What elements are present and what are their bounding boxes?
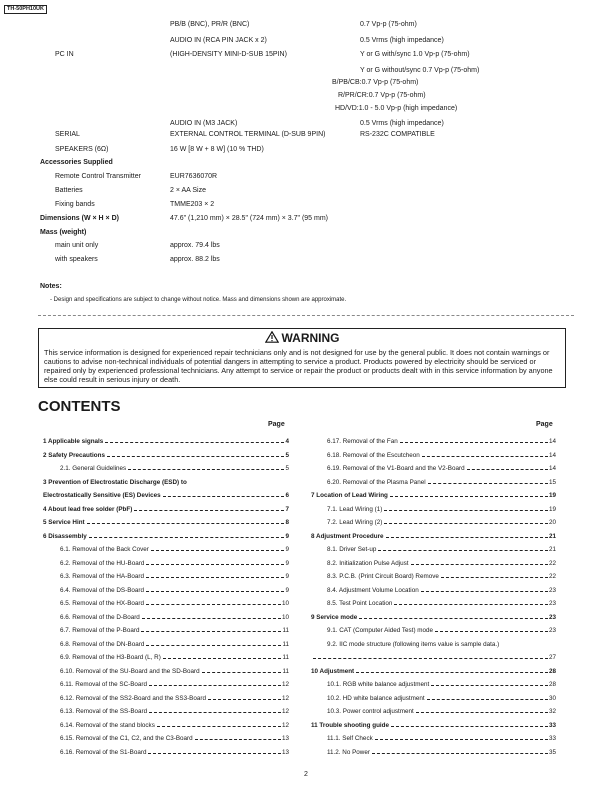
toc-leader-dots xyxy=(435,631,548,632)
spec-remote-label: Remote Control Transmitter xyxy=(55,173,141,180)
warning-title: WARNING xyxy=(281,331,340,345)
toc-leader-dots xyxy=(146,645,281,646)
toc-entry[interactable] xyxy=(60,694,289,704)
toc-entry-title: 8.2. Initialization Pulse Adjust xyxy=(327,559,409,567)
spec-serial-connector: EXTERNAL CONTROL TERMINAL (D-SUB 9PIN) xyxy=(170,131,326,138)
toc-leader-dots xyxy=(421,591,548,592)
toc-leader-dots xyxy=(384,510,548,511)
toc-entry[interactable] xyxy=(327,640,556,650)
spec-pc-in-connector: (HIGH-DENSITY MINI-D-SUB 15PIN) xyxy=(170,51,287,58)
toc-leader-dots xyxy=(375,739,548,740)
toc-entry[interactable] xyxy=(60,572,289,582)
dimensions-label: Dimensions (W × H × D) xyxy=(40,215,119,222)
toc-entry-page: 23 xyxy=(548,586,556,594)
toc-entry[interactable] xyxy=(327,518,556,528)
toc-leader-dots xyxy=(128,469,284,470)
spec-batteries-label: Batteries xyxy=(55,187,83,194)
toc-entry-title: 9.2. IIC mode structure (following items value is sample data.) xyxy=(327,640,500,648)
toc-entry[interactable] xyxy=(327,478,556,488)
toc-entry-title: 6.17. Removal of the Fan xyxy=(327,438,398,445)
spec-pc-in-value-2: Y or G without/sync 0.7 Vp-p (75-ohm) xyxy=(360,67,480,74)
contents-title: CONTENTS xyxy=(38,398,121,415)
toc-entry-title: 5 Service Hint xyxy=(43,519,85,526)
toc-entry-title: 6.1. Removal of the Back Cover xyxy=(60,546,149,553)
spec-batteries-value: 2 × AA Size xyxy=(170,187,206,194)
toc-entry-page: 21 xyxy=(548,546,556,553)
toc-entry-title: 6.16. Removal of the S1-Board xyxy=(60,748,147,756)
toc-leader-dots xyxy=(428,483,548,484)
toc-entry-page: 23 xyxy=(548,613,556,621)
toc-entry-title: 6.7. Removal of the P-Board xyxy=(60,627,140,634)
toc-leader-dots xyxy=(149,685,281,686)
section-divider xyxy=(38,315,574,316)
toc-entry-page: 28 xyxy=(548,681,556,688)
toc-entry-title: 7.1. Lead Wiring (1) xyxy=(327,505,383,513)
toc-entry-page: 11 xyxy=(282,667,289,675)
toc-entry-page: 12 xyxy=(281,681,289,688)
spec-serial-value: RS-232C COMPATIBLE xyxy=(360,131,435,138)
toc-leader-dots xyxy=(142,618,281,619)
toc-entry[interactable] xyxy=(60,464,289,474)
toc-leader-dots xyxy=(313,658,548,659)
toc-leader-dots xyxy=(146,604,281,605)
spec-speakers-value: 16 W [8 W + 8 W] (10 % THD) xyxy=(170,146,264,153)
notes-heading: Notes: xyxy=(40,283,62,290)
toc-entry-page: 14 xyxy=(548,465,556,472)
spec-pb-bnc-label: PB/B (BNC), PR/R (BNC) xyxy=(170,21,250,28)
toc-leader-dots xyxy=(356,672,548,673)
toc-entry-title: 10.1. RGB white balance adjustment xyxy=(327,681,430,688)
toc-entry[interactable] xyxy=(43,491,289,501)
toc-entry[interactable] xyxy=(327,505,556,515)
toc-leader-dots xyxy=(359,618,548,619)
toc-leader-dots xyxy=(441,577,548,578)
toc-entry[interactable] xyxy=(43,451,289,461)
toc-entry[interactable] xyxy=(60,626,289,636)
toc-leader-dots xyxy=(163,658,282,659)
toc-entry-title: 6.2. Removal of the HU-Board xyxy=(60,559,145,567)
spec-fixing-value: TMME203 × 2 xyxy=(170,201,215,208)
toc-entry-title: 10 Adjustment xyxy=(311,667,355,675)
toc-entry-page: 9 xyxy=(285,532,289,540)
toc-entry[interactable] xyxy=(327,451,556,461)
toc-entry[interactable] xyxy=(60,734,289,744)
spec-remote-value: EUR7636070R xyxy=(170,173,218,180)
toc-entry-title: 9.1. CAT (Computer Aided Test) mode xyxy=(327,627,434,634)
toc-entry-title: 6.18. Removal of the Escutcheon xyxy=(327,451,420,459)
toc-leader-dots xyxy=(157,726,281,727)
mass-speakers-label: with speakers xyxy=(55,256,98,263)
toc-leader-dots xyxy=(149,712,281,713)
spec-audio-rca-label: AUDIO IN (RCA PIN JACK x 2) xyxy=(170,37,267,44)
toc-entry-page: 11 xyxy=(282,654,289,661)
toc-entry[interactable] xyxy=(327,586,556,596)
spec-audio-m3-label: AUDIO IN (M3 JACK) xyxy=(170,120,238,127)
toc-entry-title: 10.2. HD white balance adjustment xyxy=(327,694,425,702)
toc-entry[interactable] xyxy=(311,667,556,677)
toc-entry[interactable] xyxy=(327,437,556,447)
toc-entry-title: 6.15. Removal of the C1, C2, and the C3-Board xyxy=(60,735,193,742)
toc-leader-dots xyxy=(372,753,548,754)
toc-entry[interactable] xyxy=(43,532,289,542)
model-number: TH-50PH10UK xyxy=(4,5,47,14)
toc-entry-page: 22 xyxy=(548,573,556,580)
toc-entry[interactable] xyxy=(311,491,556,501)
toc-entry[interactable] xyxy=(327,748,556,758)
toc-entry-title: 4 About lead free solder (PbF) xyxy=(43,505,133,513)
toc-entry-title: 6.3. Removal of the HA-Board xyxy=(60,573,144,580)
warning-box xyxy=(38,328,566,388)
toc-entry[interactable] xyxy=(327,599,556,609)
toc-entry-page: 22 xyxy=(548,559,556,567)
toc-entry[interactable] xyxy=(311,532,556,542)
spec-audio-m3-value: 0.5 Vrms (high impedance) xyxy=(360,120,444,127)
spec-serial-label: SERIAL xyxy=(55,131,80,138)
toc-entry-page: 19 xyxy=(548,492,556,499)
toc-entry-page: 11 xyxy=(282,640,289,648)
toc-entry-page: 30 xyxy=(548,694,556,702)
toc-entry-title: 8.3. P.C.B. (Print Circuit Board) Remove xyxy=(327,573,439,580)
toc-entry[interactable] xyxy=(60,707,289,717)
toc-entry[interactable] xyxy=(60,586,289,596)
toc-leader-dots xyxy=(394,604,548,605)
toc-entry-title: 2.1. General Guidelines xyxy=(60,465,127,472)
toc-entry-page: 9 xyxy=(285,586,289,594)
toc-entry-page: 20 xyxy=(548,519,556,526)
toc-leader-dots xyxy=(378,550,548,551)
toc-leader-dots xyxy=(386,537,548,538)
spec-pc-in-value-4: R/PR/CR:0.7 Vp-p (75-ohm) xyxy=(338,92,426,99)
toc-entry-page: 23 xyxy=(548,627,556,634)
mass-speakers-value: approx. 88.2 lbs xyxy=(170,256,220,263)
spec-pb-bnc-value: 0.7 Vp-p (75-ohm) xyxy=(360,21,417,28)
toc-leader-dots xyxy=(416,712,548,713)
toc-entry-title: 6.13. Removal of the SS-Board xyxy=(60,708,148,715)
toc-entry-page: 12 xyxy=(281,694,289,702)
spec-pc-in-value-1: Y or G with/sync 1.0 Vp-p (75-ohm) xyxy=(360,51,470,58)
toc-leader-dots xyxy=(208,699,281,700)
toc-entry[interactable] xyxy=(327,626,556,636)
right-page-header: Page xyxy=(536,421,553,428)
spec-audio-rca-value: 0.5 Vrms (high impedance) xyxy=(360,37,444,44)
toc-entry-page: 35 xyxy=(548,748,556,756)
toc-leader-dots xyxy=(467,469,548,470)
toc-entry-title: 10.3. Power control adjustment xyxy=(327,708,414,715)
toc-entry-title: 6.6. Removal of the D-Board xyxy=(60,613,140,621)
toc-entry[interactable] xyxy=(327,572,556,582)
toc-entry-title: 3 Prevention of Electrostatic Discharge (ESD) to xyxy=(43,478,187,486)
toc-entry-title: 11 Trouble shooting guide xyxy=(311,721,390,729)
toc-entry[interactable] xyxy=(60,653,289,663)
toc-entry-page: 21 xyxy=(548,532,556,540)
toc-leader-dots xyxy=(105,442,284,443)
toc-leader-dots xyxy=(146,577,284,578)
toc-leader-dots xyxy=(427,699,548,700)
toc-leader-dots xyxy=(163,496,285,497)
warning-triangle-icon xyxy=(265,331,279,343)
toc-entry[interactable] xyxy=(60,613,289,623)
spec-pc-in-value-3: B/PB/CB:0.7 Vp-p (75-ohm) xyxy=(332,79,419,86)
toc-entry-page: 33 xyxy=(548,721,556,729)
toc-entry-page: 27 xyxy=(548,654,556,661)
toc-entry-title: 9 Service mode xyxy=(311,613,358,621)
toc-entry-page: 13 xyxy=(281,735,289,742)
toc-entry-page: 9 xyxy=(285,546,289,553)
toc-entry-page: 5 xyxy=(285,451,289,459)
toc-entry-title: 2 Safety Precautions xyxy=(43,451,105,459)
toc-entry[interactable] xyxy=(60,680,289,690)
spec-pc-in-value-5: HD/VD:1.0 - 5.0 Vp-p (high impedance) xyxy=(335,105,458,112)
toc-entry-page: 12 xyxy=(281,721,289,729)
toc-leader-dots xyxy=(89,537,285,538)
dimensions-value: 47.6" (1,210 mm) × 28.5" (724 mm) × 3.7" (95 mm) xyxy=(170,215,329,222)
toc-entry[interactable] xyxy=(327,680,556,690)
toc-entry-title: 1 Applicable signals xyxy=(43,438,104,445)
toc-leader-dots xyxy=(146,564,284,565)
spec-speakers-label: SPEAKERS (6Ω) xyxy=(55,146,109,153)
toc-entry[interactable] xyxy=(327,545,556,555)
toc-entry-page: 14 xyxy=(548,438,556,445)
mass-heading: Mass (weight) xyxy=(40,229,87,236)
toc-entry[interactable] xyxy=(60,599,289,609)
toc-entry[interactable] xyxy=(43,478,289,488)
toc-entry[interactable] xyxy=(60,748,289,758)
left-page-header: Page xyxy=(268,421,285,428)
toc-entry[interactable] xyxy=(60,545,289,555)
toc-entry-page: 23 xyxy=(548,600,556,607)
toc-entry-title: 6.10. Removal of the SU-Board and the SD-Board xyxy=(60,667,200,675)
toc-entry-title: 6.9. Removal of the H3-Board (L, R) xyxy=(60,654,161,661)
toc-entry[interactable] xyxy=(327,734,556,744)
toc-leader-dots xyxy=(390,496,548,497)
toc-entry[interactable] xyxy=(43,518,289,528)
mass-main-label: main unit only xyxy=(55,242,99,249)
page-number: 2 xyxy=(304,771,308,778)
toc-entry-title: 11.2. No Power xyxy=(327,748,370,756)
mass-main-value: approx. 79.4 lbs xyxy=(170,242,220,249)
toc-entry-title: 6.11. Removal of the SC-Board xyxy=(60,681,148,688)
toc-entry-title: 7.2. Lead Wiring (2) xyxy=(327,519,383,526)
toc-entry[interactable] xyxy=(60,721,289,731)
toc-entry[interactable] xyxy=(327,694,556,704)
toc-leader-dots xyxy=(391,726,548,727)
toc-entry-title: 8 Adjustment Procedure xyxy=(311,532,384,540)
toc-entry[interactable] xyxy=(311,613,556,623)
toc-leader-dots xyxy=(151,550,285,551)
toc-entry-title: 6.20. Removal of the Plasma Panel xyxy=(327,478,426,486)
toc-entry[interactable] xyxy=(43,437,289,447)
toc-entry[interactable] xyxy=(60,640,289,650)
toc-entry-page: 8 xyxy=(285,519,289,526)
toc-entry-title: 11.1. Self Check xyxy=(327,735,373,742)
toc-entry-page: 12 xyxy=(281,708,289,715)
accessories-heading: Accessories Supplied xyxy=(40,159,113,166)
toc-entry-page: 7 xyxy=(285,505,289,513)
toc-entry[interactable] xyxy=(60,559,289,569)
toc-entry-page: 15 xyxy=(548,478,556,486)
toc-entry-title: 6.14. Removal of the stand blocks xyxy=(60,721,155,729)
toc-entry-title: 8.1. Driver Set-up xyxy=(327,546,377,553)
toc-entry-title: 8.5. Test Point Location xyxy=(327,600,393,607)
toc-leader-dots xyxy=(384,523,548,524)
toc-entry[interactable] xyxy=(327,464,556,474)
toc-leader-dots xyxy=(87,523,285,524)
toc-entry-title: 8.4. Adjustment Volume Location xyxy=(327,586,419,594)
toc-entry-page: 28 xyxy=(548,667,556,675)
warning-heading xyxy=(39,331,565,345)
toc-leader-dots xyxy=(431,685,548,686)
toc-entry-page: 10 xyxy=(281,613,289,621)
toc-entry-page: 19 xyxy=(548,505,556,513)
toc-leader-dots xyxy=(148,753,281,754)
toc-entry-title: 6.5. Removal of the HX-Board xyxy=(60,600,144,607)
warning-body: This service information is designed for experienced repair technicians only and is not designed for use by the general public. It does not contain warnings or cautions to advise non-technical individuals of potential dangers in attempting to service a product. Products powered by electricity should be serviced or repaired only by experienced professional technicians. Any attempt to service or repair the product or products dealt with in this service information by anyone else could result in serious injury or death. xyxy=(44,348,553,384)
toc-entry[interactable] xyxy=(60,667,289,677)
toc-entry-title: 6.4. Removal of the DS-Board xyxy=(60,586,144,594)
toc-entry-page: 5 xyxy=(285,465,289,472)
toc-entry[interactable] xyxy=(327,559,556,569)
toc-entry-page: 9 xyxy=(285,573,289,580)
toc-entry[interactable] xyxy=(327,707,556,717)
toc-entry-title: 7 Location of Lead Wiring xyxy=(311,492,388,499)
toc-entry-page: 32 xyxy=(548,708,556,715)
toc-entry[interactable] xyxy=(311,653,556,663)
toc-leader-dots xyxy=(195,739,281,740)
toc-entry-title: 6 Disassembly xyxy=(43,532,87,540)
toc-entry-page: 10 xyxy=(281,600,289,607)
toc-entry-title: 6.8. Removal of the DN-Board xyxy=(60,640,145,648)
toc-entry[interactable] xyxy=(311,721,556,731)
toc-leader-dots xyxy=(422,456,548,457)
toc-leader-dots xyxy=(146,591,284,592)
toc-entry-page: 33 xyxy=(548,735,556,742)
toc-leader-dots xyxy=(400,442,548,443)
toc-entry-title: 6.19. Removal of the V1-Board and the V2-Board xyxy=(327,465,465,472)
toc-entry-page: 13 xyxy=(281,748,289,756)
toc-leader-dots xyxy=(107,456,285,457)
toc-leader-dots xyxy=(134,510,284,511)
toc-leader-dots xyxy=(141,631,281,632)
toc-entry-title: 6.12. Removal of the SS2-Board and the SS3-Board xyxy=(60,694,206,702)
spec-pc-in-label: PC IN xyxy=(55,51,74,58)
toc-entry-page: 14 xyxy=(548,451,556,459)
toc-leader-dots xyxy=(411,564,548,565)
toc-entry-page: 6 xyxy=(285,492,289,499)
toc-entry-title: Electrostatically Sensitive (ES) Devices xyxy=(43,492,161,499)
toc-entry-page: 11 xyxy=(282,627,289,634)
spec-fixing-label: Fixing bands xyxy=(55,201,95,208)
notes-text: - Design and specifications are subject to change without notice. Mass and dimensions shown are approximate. xyxy=(50,297,347,303)
toc-entry-page: 9 xyxy=(285,559,289,567)
toc-leader-dots xyxy=(202,672,282,673)
toc-entry[interactable] xyxy=(43,505,289,515)
toc-entry-page: 4 xyxy=(285,438,289,445)
